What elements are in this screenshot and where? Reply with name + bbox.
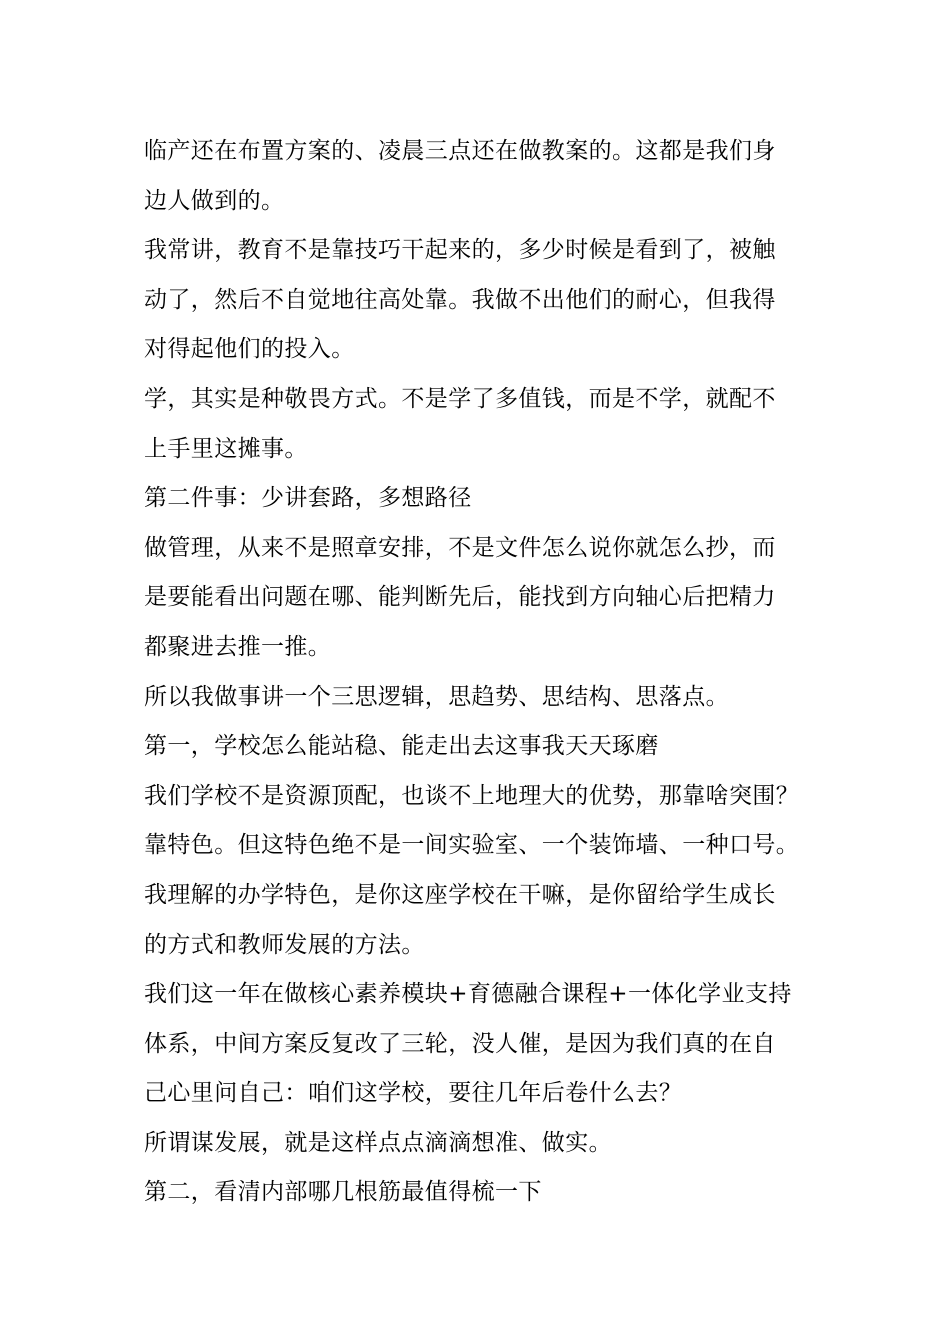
document-body-text — [144, 127, 844, 1218]
subsection-heading: 第一，学校怎么能站稳、能走出去这事我天天琢磨 — [144, 733, 659, 760]
text-line: 靠特色。但这特色绝不是一间实验室、一个装饰墙、一种口号。 — [144, 832, 800, 859]
text-line: 我理解的办学特色，是你这座学校在干嘛，是你留给学生成长 — [144, 881, 776, 908]
text-line: 所以我做事讲一个三思逻辑，思趋势、思结构、思落点。 — [144, 683, 729, 710]
text-line: 动了，然后不自觉地往高处靠。我做不出他们的耐心，但我得 — [144, 286, 776, 313]
text-line: 的方式和教师发展的方法。 — [144, 931, 425, 958]
text-line: 己心里问自己：咱们这学校，要往几年后卷什么去？ — [144, 1080, 683, 1107]
text-line: 临产还在布置方案的、凌晨三点还在做教案的。这都是我们身 — [144, 138, 776, 164]
text-line: 体系，中间方案反复改了三轮，没人催，是因为我们真的在自 — [144, 1030, 776, 1057]
text-line: 我们学校不是资源顶配，也谈不上地理大的优势，那靠啥突围？ — [144, 782, 800, 809]
text-line: 上手里这摊事。 — [144, 435, 308, 462]
text-line: 我们这一年在做核心素养模块+育德融合课程+一体化学业支持 — [144, 981, 792, 1008]
text-line: 学，其实是种敬畏方式。不是学了多值钱，而是不学，就配不 — [144, 385, 776, 412]
section-heading: 第二件事：少讲套路，多想路径 — [144, 485, 472, 512]
text-line: 所谓谋发展，就是这样点点滴滴想准、做实。 — [144, 1129, 612, 1156]
text-line: 做管理，从来不是照章安排，不是文件怎么说你就怎么抄，而 — [144, 534, 776, 561]
subsection-heading: 第二，看清内部哪几根筋最值得梳一下 — [144, 1179, 542, 1206]
text-line: 都聚进去推一推。 — [144, 633, 332, 660]
text-line: 是要能看出问题在哪、能判断先后，能找到方向轴心后把精力 — [144, 584, 776, 611]
text-line: 我常讲，教育不是靠技巧干起来的，多少时候是看到了，被触 — [144, 237, 776, 264]
text-line: 对得起他们的投入。 — [144, 336, 355, 363]
text-line: 边人做到的。 — [144, 187, 285, 214]
